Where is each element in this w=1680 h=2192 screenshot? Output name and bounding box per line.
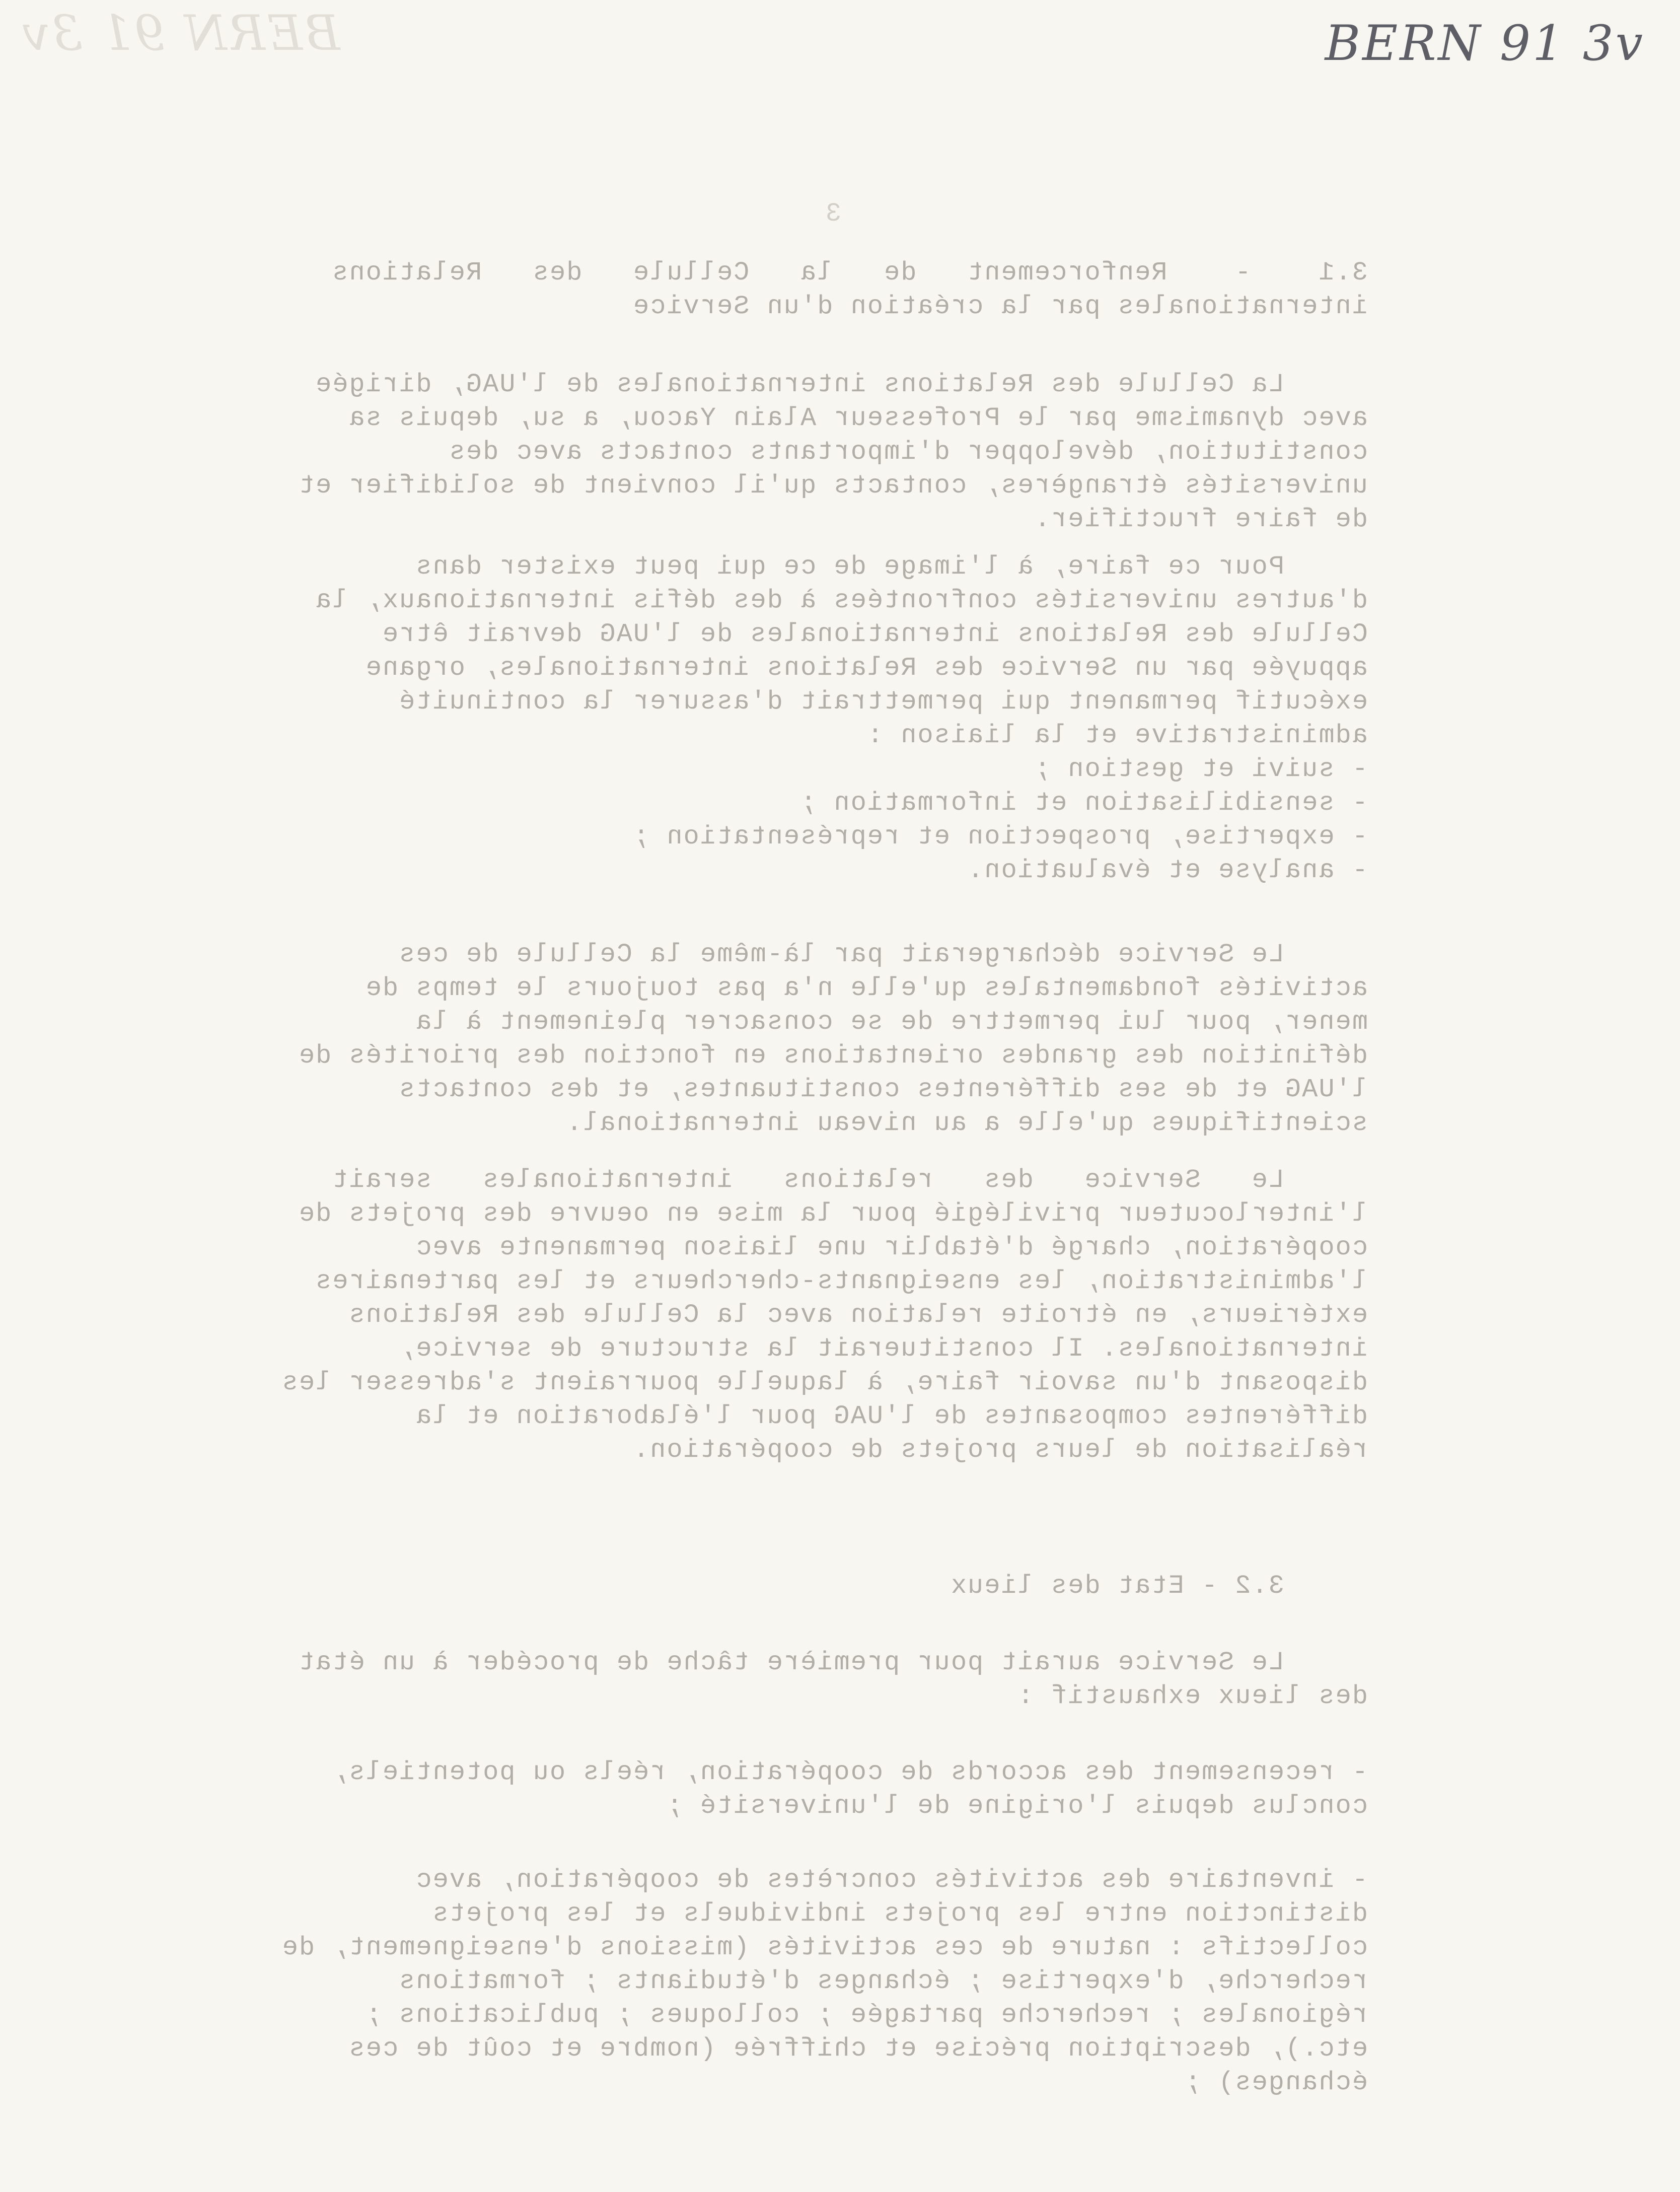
text-line: constitution, développer d'importants contacts avec des <box>448 437 1368 467</box>
text-line: recherche, d'expertise ; échanges d'étudiants ; formations <box>398 1966 1368 1996</box>
text-line: internationales. Il constituerait la structure de service, <box>398 1334 1368 1364</box>
text-line: réalisation de leurs projets de coopération. <box>632 1435 1368 1465</box>
text-line: La Cellule des Relations internationales de l'UAG, dirigée <box>315 370 1368 399</box>
text-line: universités étrangères, contacts qu'il convient de solidifier et <box>298 471 1368 501</box>
text-line: - inventaire des activités concrètes de coopération, avec <box>415 1865 1368 1895</box>
page-number: 3 <box>826 199 842 229</box>
text-line: distinction entre les projets individuels et les projets <box>431 1899 1368 1929</box>
text-line: disposant d'un savoir faire, à laquelle pourraient s'adresser les <box>281 1368 1368 1397</box>
text-line: internationales par la création d'un Service <box>632 292 1368 321</box>
text-line: mener, pour lui permettre de se consacrer pleinement à la <box>415 1007 1368 1037</box>
text-line: régionales ; recherche partagée ; colloques ; publications ; <box>364 2000 1368 2030</box>
text-line: activités fondamentales qu'elle n'a pas toujours le temps de <box>364 973 1368 1003</box>
text-line: exécutif permanent qui permettrait d'assurer la continuité <box>398 687 1368 717</box>
text-line: etc.), description précise et chiffrée (nombre et coût de ces <box>348 2034 1368 2064</box>
text-line: extérieurs, en étroite relation avec la Cellule des Relations <box>348 1300 1368 1330</box>
text-line: - suivi et gestion ; <box>1033 754 1368 784</box>
text-line: conclus depuis l'origine de l'université ; <box>666 1791 1368 1821</box>
text-line: coopération, chargé d'établir une liaison permanente avec <box>415 1233 1368 1262</box>
folio-ghost-mark: BERN 91 3v <box>20 5 340 61</box>
text-line: différentes composantes de l'UAG pour l'élaboration et la <box>415 1401 1368 1431</box>
text-block-p3 <box>270 938 1368 1140</box>
text-block-heading31 <box>270 256 1368 323</box>
text-line: des lieux exhaustif : <box>1016 1681 1368 1711</box>
text-block-p1 <box>270 368 1368 536</box>
text-line: 3.2 - Etat des lieux <box>949 1571 1368 1601</box>
text-line: - sensibilisation et information ; <box>799 788 1368 818</box>
text-line: avec dynamisme par le Professeur Alain Yacou, a su, depuis sa <box>348 403 1368 433</box>
text-line: - expertise, prospection et représentation ; <box>632 822 1368 852</box>
text-block-p7 <box>270 1863 1368 2099</box>
text-line: l'UAG et de ses différentes constituantes, et des contacts <box>398 1075 1368 1104</box>
text-line: Le Service des relations internationales serait <box>331 1165 1368 1195</box>
text-block-p2 <box>270 550 1368 887</box>
text-block-heading32 <box>270 1569 1368 1603</box>
text-line: définition des grandes orientations en fonction des priorités de <box>298 1041 1368 1071</box>
text-line: Pour ce faire, à l'image de ce qui peut exister dans <box>415 552 1368 582</box>
text-line: collectifs : nature de ces activités (missions d'enseignement, de <box>281 1933 1368 1962</box>
text-line: 3.1 - Renforcement de la Cellule des Relations <box>331 258 1368 288</box>
text-line: d'autres universités confrontées à des défis internationaux, la <box>315 586 1368 615</box>
text-line: - recensement des accords de coopération, réels ou potentiels, <box>331 1757 1368 1787</box>
text-line: - analyse et évaluation. <box>967 856 1368 885</box>
text-line: scientifiques qu'elle a au niveau international. <box>565 1108 1368 1138</box>
text-line: appuyée par un Service des Relations internationales, organe <box>364 653 1368 683</box>
text-line: administrative et la liaison : <box>866 721 1368 750</box>
text-line: l'administration, les enseignants-chercheurs et les partenaires <box>315 1266 1368 1296</box>
text-block-p4 <box>270 1163 1368 1467</box>
text-block-p5 <box>270 1646 1368 1713</box>
text-line: Le Service déchargerait par là-même la Cellule de ces <box>398 940 1368 969</box>
text-line: échanges) ; <box>1184 2068 1368 2097</box>
text-block-p6 <box>270 1755 1368 1823</box>
text-line: Le Service aurait pour première tâche de procéder à un état <box>298 1648 1368 1677</box>
text-line: Cellule des Relations internationales de l'UAG devrait être <box>381 619 1368 649</box>
text-line: l'interlocuteur privilégié pour la mise en oeuvre des projets de <box>298 1199 1368 1229</box>
text-line: de faire fructifier. <box>1033 505 1368 534</box>
folio-handwritten-mark: BERN 91 3v <box>1325 15 1645 72</box>
